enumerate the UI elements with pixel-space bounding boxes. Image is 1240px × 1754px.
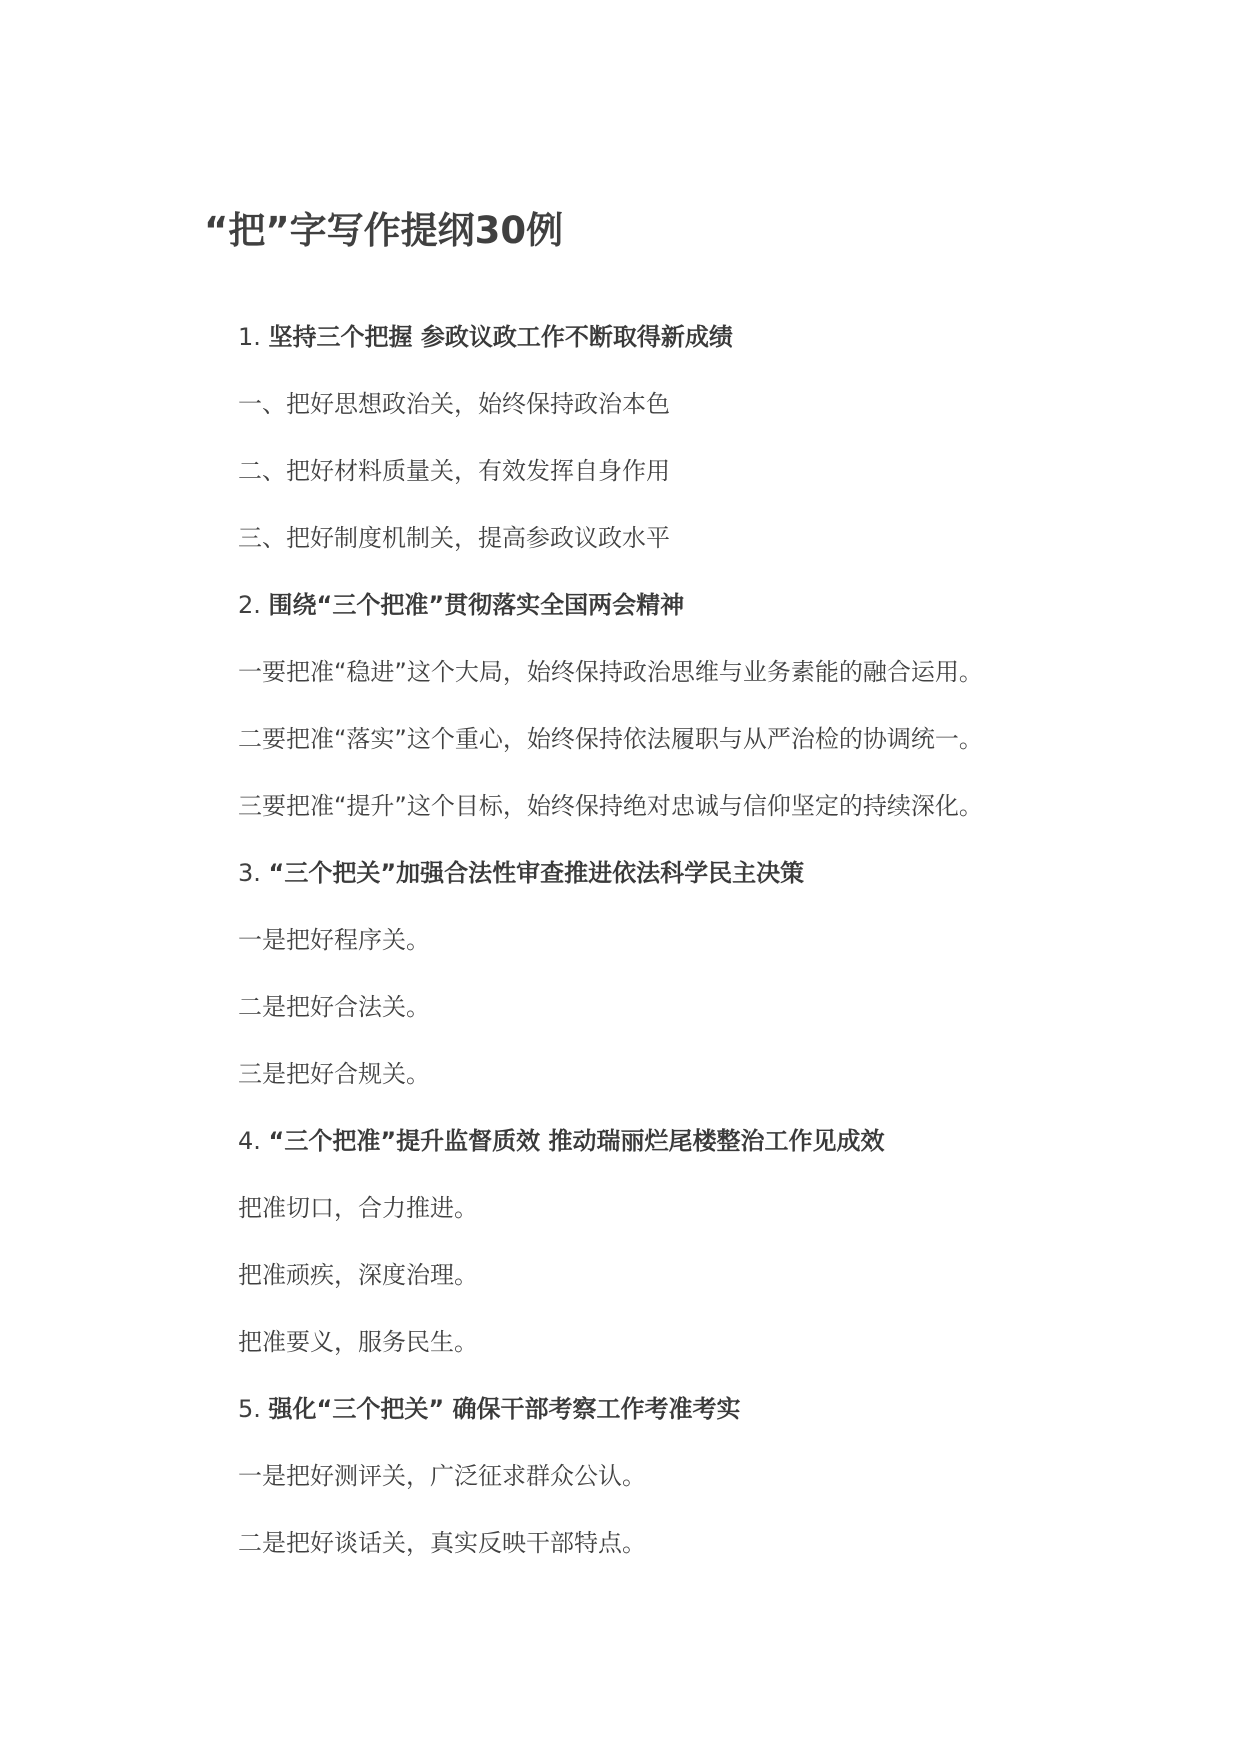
outline-point: 把准切口，合力推进。 bbox=[238, 1194, 478, 1222]
section-heading-3 bbox=[238, 858, 1138, 925]
section-heading-4 bbox=[238, 1126, 1138, 1193]
outline-point: 三是把好合规关。 bbox=[238, 1060, 430, 1088]
outline-point: 一是把好测评关，广泛征求群众公认。 bbox=[238, 1462, 646, 1490]
section-number: 2. bbox=[238, 591, 261, 619]
section-heading-text: “三个把准”提升监督质效 推动瑞丽烂尾楼整治工作见成效 bbox=[268, 1127, 885, 1155]
section-heading-5 bbox=[238, 1394, 1138, 1461]
outline-point: 一、把好思想政治关，始终保持政治本色 bbox=[238, 390, 670, 418]
section-number: 1. bbox=[238, 323, 261, 351]
outline-point: 三要把准“提升”这个目标，始终保持绝对忠诚与信仰坚定的持续深化。 bbox=[238, 792, 983, 820]
section-number: 3. bbox=[238, 859, 261, 887]
section-heading-2 bbox=[238, 590, 1138, 657]
section-heading-1 bbox=[238, 322, 1138, 389]
outline-point: 一是把好程序关。 bbox=[238, 926, 430, 954]
outline-point: 把准要义，服务民生。 bbox=[238, 1328, 478, 1356]
section-heading-text: 强化“三个把关” 确保干部考察工作考准考实 bbox=[268, 1395, 741, 1423]
outline-point: 二要把准“落实”这个重心，始终保持依法履职与从严治检的协调统一。 bbox=[238, 725, 983, 753]
outline-point: 把准顽疾，深度治理。 bbox=[238, 1261, 478, 1289]
outline-point: 一要把准“稳进”这个大局，始终保持政治思维与业务素能的融合运用。 bbox=[238, 658, 983, 686]
outline-point: 三、把好制度机制关，提高参政议政水平 bbox=[238, 524, 670, 552]
outline-list bbox=[238, 322, 1138, 1595]
section-heading-text: “三个把关”加强合法性审查推进依法科学民主决策 bbox=[268, 859, 805, 887]
page-title: “把”字写作提纲30例 bbox=[204, 209, 564, 252]
section-heading-text: 坚持三个把握 参政议政工作不断取得新成绩 bbox=[268, 323, 733, 351]
outline-point: 二是把好合法关。 bbox=[238, 993, 430, 1021]
section-heading-text: 围绕“三个把准”贯彻落实全国两会精神 bbox=[268, 591, 685, 619]
section-number: 4. bbox=[238, 1127, 261, 1155]
outline-point: 二、把好材料质量关，有效发挥自身作用 bbox=[238, 457, 670, 485]
outline-point: 二是把好谈话关，真实反映干部特点。 bbox=[238, 1529, 646, 1557]
section-number: 5. bbox=[238, 1395, 261, 1423]
